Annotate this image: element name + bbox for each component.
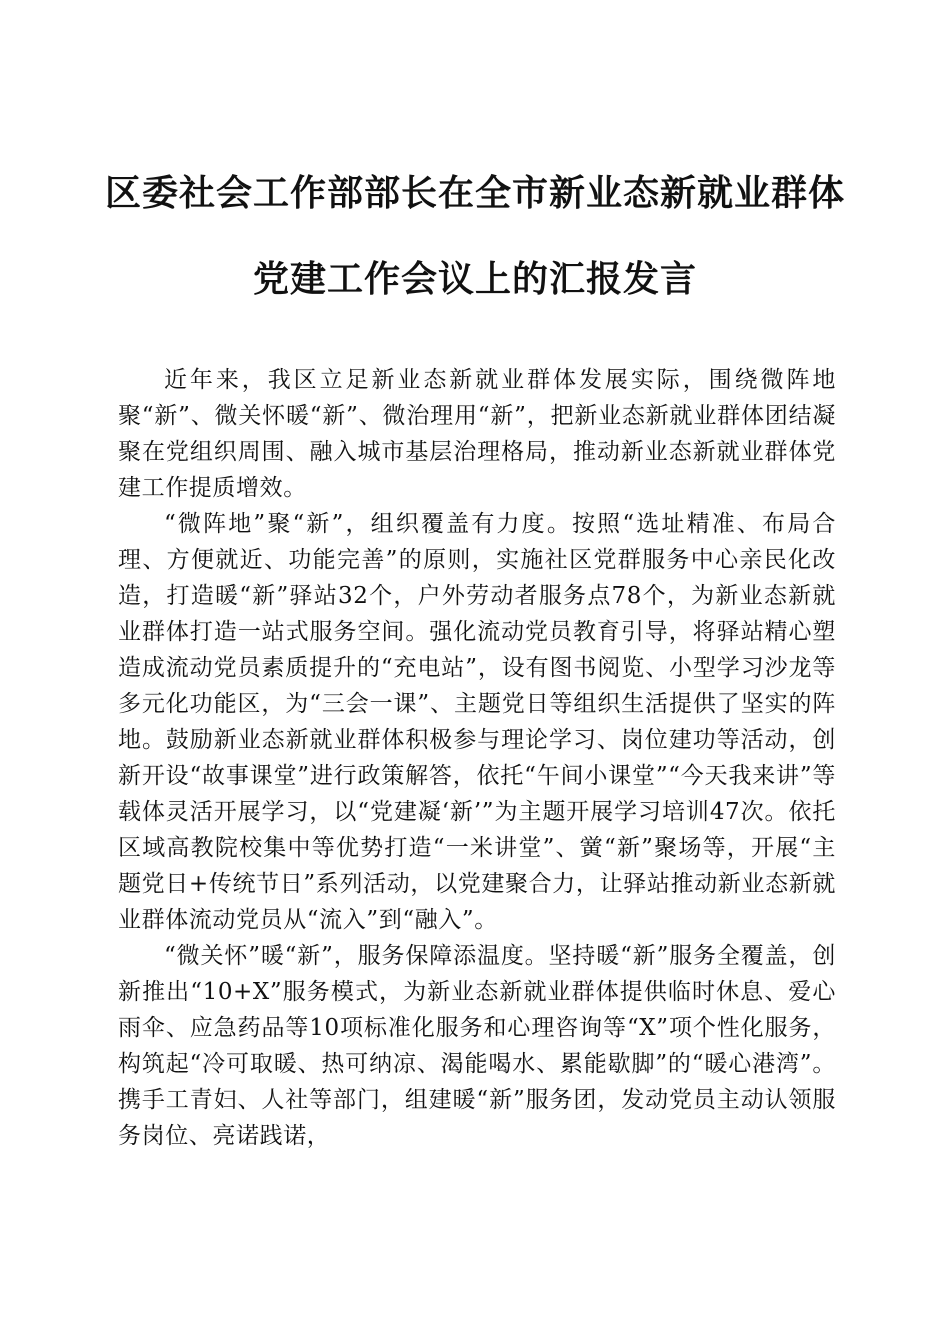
title-line-2: 党建工作会议上的汇报发言 (252, 258, 697, 300)
paragraph-micro-position: “微阵地”聚“新”，组织覆盖有力度。按照“选址精准、布局合理、方便就近、功能完善”的原则，实施社区党群服务中心亲民化改造，打造暖“新”驿站32个，户外劳动者服务点78个，为新业态新就业群体打造一站式服务空间。强化流动党员教育引导，将驿站精心塑造成流动党员素质提升的“充电站”，设有图书阅览、小型学习沙龙等多元化功能区，为“三会一课”、主题党日等组织生活提供了坚实的阵地。鼓励新业态新就业群体积极参与理论学习、岗位建功等活动，创新开设“故事课堂”进行政策解答，依托“午间小课堂”“今天我来讲”等载体灵活开展学习，以“党建凝‘新’”为主题开展学习培训47次。依托区域高教院校集中等优势打造“一米讲堂”、黉“新”聚场等，开展“主题党日+传统节日”系列活动，以党建聚合力，让驿站推动新业态新就业群体流动党员从“流入”到“融入”。 (118, 511, 836, 933)
document-body (118, 362, 836, 1154)
title-line-1: 区委社会工作部部长在全市新业态新就业群体 (104, 172, 845, 214)
paragraph-intro: 近年来，我区立足新业态新就业群体发展实际，围绕微阵地聚“新”、微关怀暖“新”、微治理用“新”，把新业态新就业群体团结凝聚在党组织周围、融入城市基层治理格局，推动新业态新就业群体党建工作提质增效。 (118, 367, 836, 501)
document-title (100, 168, 850, 340)
paragraph-micro-care: “微关怀”暖“新”，服务保障添温度。坚持暖“新”服务全覆盖，创新推出“10+X”服务模式，为新业态新就业群体提供临时休息、爱心雨伞、应急药品等10项标准化服务和心理咨询等“X”项个性化服务，构筑起“冷可取暖、热可纳凉、渴能喝水、累能歇脚”的“暖心港湾”。携手工青妇、人社等部门，组建暖“新”服务团，发动党员主动认领服务岗位、亮诺践诺， (118, 943, 836, 1149)
